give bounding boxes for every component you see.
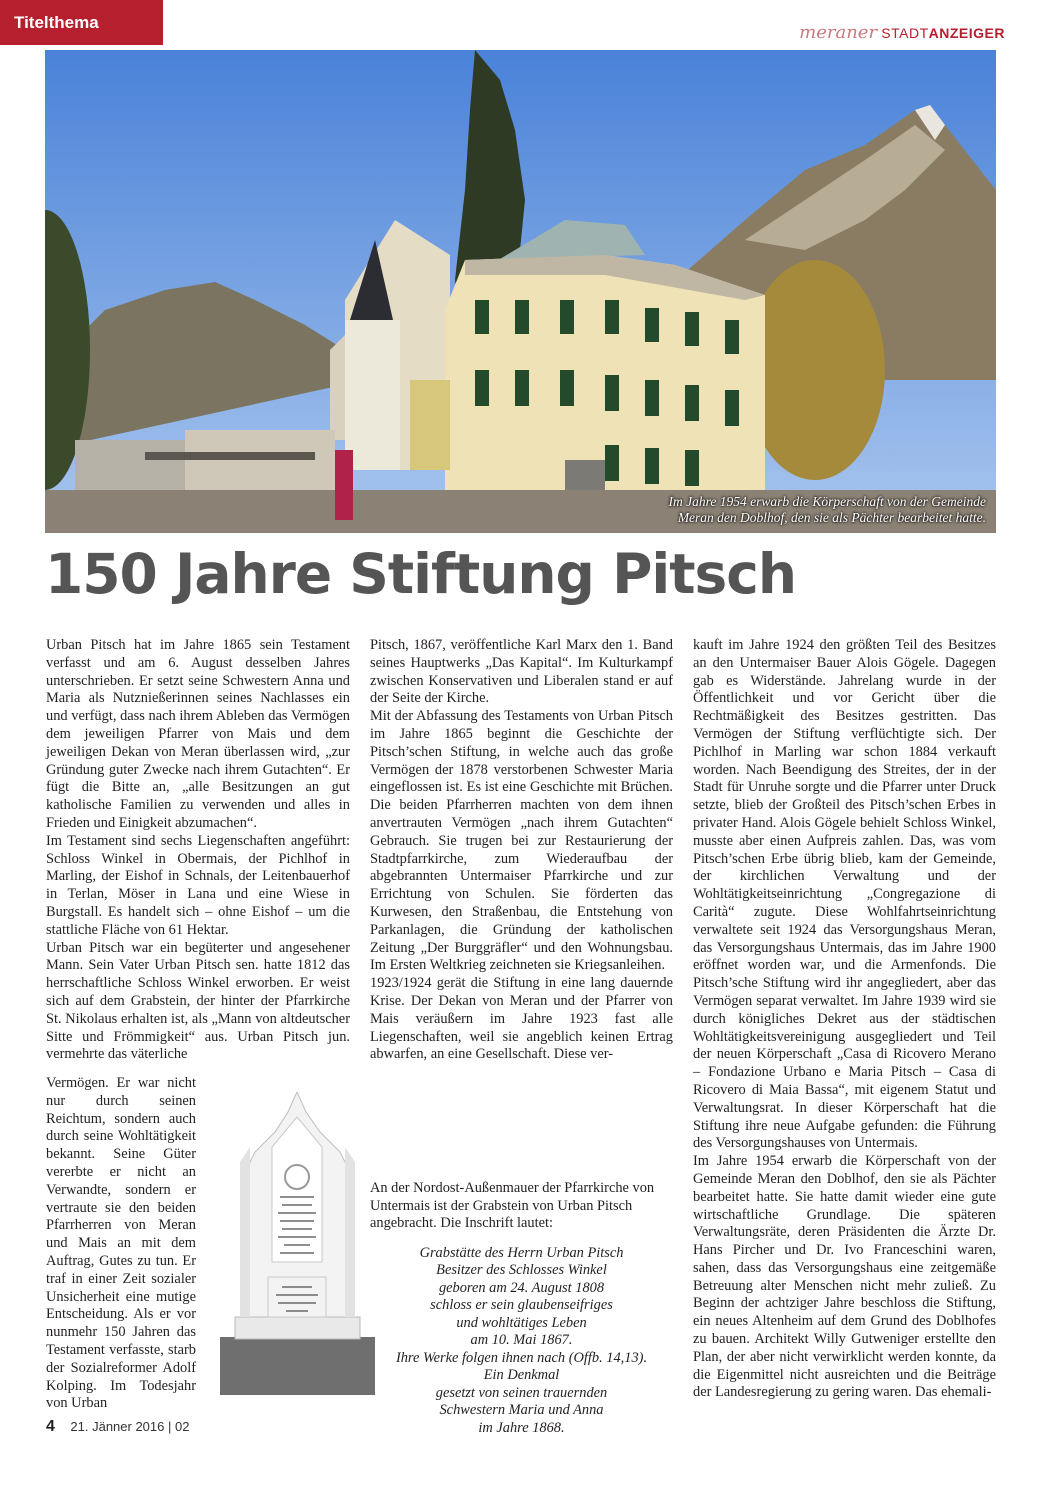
masthead-logo [799,22,1005,43]
col3-paragraph: Im Jahre 1954 erwarb die Körperschaft von der Gemeinde Meran den Doblhof, den sie als Pächter bearbeitet hatte. Sie hatte damit wieder eine gute wirtschaftliche Grundlage. Die späteren Verwaltungsräte, deren Präsidenten die Ärzte Dr. Hans Pircher und Dr. Ivo Franceschini waren, sahen, dass das Versorgungshaus eine zeitgemäße Betreuung alter Menschen nicht mehr zuließ. Zu Beginn der achtziger Jahre beschloss die Stiftung, ein neues Altenheim auf dem Grund des Doblhofes zu bauen. Architekt Willy Gutweniger erstellte den Plan, der aber nicht verwirklicht werden konnte, da die Eigenmittel nicht ausreichten und die Beiträge der Landesregierung zu gering waren. Das ehemali- [693,1153,996,1401]
inscription-box [370,1180,673,1437]
photo-caption [669,494,986,526]
page-footer [46,1418,189,1436]
col3-paragraph: kauft im Jahre 1924 den größten Teil des Besitzes an den Untermaiser Bauer Alois Gögele. Dagegen gab es Widerstände. Jahrelang wurde in der Öffentlichkeit und vor Gericht über die Rechtmäßigkeit des Besitzes gestritten. Das Vermögen der Stiftung verflüchtigte sich. Der Pichlhof in Marling war schon 1884 verkauft worden. Nach Beendigung des Streites, der in der Stadt für Unruhe sorgte und die Pfarrer unter Druck setzte, blieb der Großteil des Pitsch’schen Erbes in privater Hand. Alois Gögele behielt Schloss Winkel, musste aber einen Aufpreis zahlen. Das, was vom Pitsch’schen Erbe übrig blieb, kam der Gemeinde, der kirchlichen Verwaltung und der Wohltätigkeitseinrichtung „Congregazione di Carità“ zugute. Diese Wohlfahrtseinrichtung verwaltete seit 1924 das Versorgungshaus Meran, das Versorgungshaus Untermais, das im Jahre 1900 eröffnet worden war, und die Armenfonds. Die Pitsch’sche Stiftung wird ihr angegliedert, aber das Vermögen separat verwaltet. Im Jahre 1939 wird sie durch königliches Dekret aus der städtischen Wohltätigkeitsvereinigung ausgegliedert und Teil der neuen Körperschaft „Casa di Ricovero Merano – Fondazione Urbano e Maria Pitsch – Casa di Ricovero di Maia Bassa“, mit eigenem Statut und Verwaltungsrat. In dieser Körperschaft hat die Stiftung ihre neue Aufgabe gefunden: die Führung des Versorgungshauses von Untermais. [693,637,996,1152]
photo-caption-line-1: Im Jahre 1954 erwarb die Körperschaft von der Gemeinde [668,494,986,509]
column-1 [46,637,350,1064]
col2-paragraph: Pitsch, 1867, veröffentliche Karl Marx den 1. Band seines Hauptwerks „Das Kapital“. Im Kulturkampf zwischen Konservativen und Liberalen stand er auf der Seite der Kirche. [370,637,673,707]
section-tab: Titelthema [0,0,163,45]
gravestone-illustration [210,1092,385,1395]
issue-date: 21. Jänner 2016 | 02 [70,1419,190,1434]
masthead-caps-a: STADT [881,25,929,41]
villa-photo-illustration [45,50,996,533]
masthead-caps-b: ANZEIGER [928,25,1005,41]
masthead-script: meraner [799,22,878,43]
inscription-intro: An der Nordost-Außenmauer der Pfarrkirche von Untermais ist der Grabstein von Urban Pitsch angebracht. Die Inschrift lautet: [370,1180,655,1231]
column-3 [693,637,996,1402]
column-1-narrow [46,1075,196,1413]
photo-caption-line-2: Meran den Doblhof, den sie als Pächter bearbeitet hatte. [677,510,986,525]
col1-narrow-paragraph: Vermögen. Er war nicht nur durch seinen Reichtum, sondern auch durch seine Wohltätigkeit bekannt. Seine Güter vererbte er nicht an Verwandte, sondern er vertraute sie den beiden Pfarrherren von Meran und Mais an mit dem Auftrag, Gutes zu tun. Er traf in einer Zeit sozialer Unsicherheit eine mutige Entscheidung. Als er vor nunmehr 150 Jahren das Testament verfasste, starb der Sozialreformer Adolf Kolping. Im Todesjahr von Urban [46,1075,196,1412]
col1-paragraph: Im Testament sind sechs Liegenschaften angeführt: Schloss Winkel in Obermais, der Pichlhof in Marling, der Eishof in Schnals, der Leitenbauerhof in Terlan, Möser in Lana und eine Wiese in Burgstall. Es handelt sich – ohne Eishof – um die stattliche Fläche von 61 Hektar. [46,832,350,938]
col1-paragraph: Urban Pitsch war ein begüterter und angesehener Mann. Sein Vater Urban Pitsch sen. hatte 1812 das herrschaftliche Schloss Winkel erworben. Er weist sich auf dem Grabstein, der hinter der Pfarrkirche St. Nikolaus erhalten ist, als „Mann von altdeutscher Sitte und Frömmigkeit“ aus. Urban Pitsch jun. vermehrte das väterliche [46,939,350,1063]
article-headline: 150 Jahre Stiftung Pitsch [45,542,797,606]
column-2 [370,637,673,1064]
col2-paragraph: Mit der Abfassung des Testaments von Urban Pitsch im Jahre 1865 beginnt die Geschichte der Pitsch’schen Stiftung, in welche auch das große Vermögen der 1878 verstorbenen Schwester Maria eingeflossen ist. Es ist eine Geschichte mit Brüchen. Die beiden Pfarrherren machten von dem ihnen anvertrauten Vermögen „nach ihrem Gutachten“ Gebrauch. Sie trugen bei zur Restaurierung der Stadtpfarrkirche, zum Wiederaufbau der abgebrannten Untermaiser Pfarrkirche und zur Errichtung von Schulen. Sie förderten das Kurwesen, den Straßenbau, die Entstehung von Parkanlagen, die Gründung der katholischen Zeitung „Der Burggräfler“ und den Wohnungsbau. Im Ersten Weltkrieg zeichneten sie Kriegsanleihen. [370,708,673,974]
inscription-text: Grabstätte des Herrn Urban Pitsch Besitzer des Schlosses Winkel geboren am 24. August 1808 schloss er sein glaubenseifriges und wohltätiges Leben am 10. Mai 1867. Ihre Werke folgen ihnen nach (Offb. 14,13). Ein Denkmal gesetzt von seinen trauernden Schwestern Maria und Anna im Jahre 1868. [395,1244,648,1436]
page-number: 4 [46,1418,55,1435]
col1-paragraph: Urban Pitsch hat im Jahre 1865 sein Testament verfasst und am 6. August desselben Jahres unterschrieben. Er setzt seine Schwestern Anna und Maria als Nutznießerinnen seines Nachlasses ein und verfügt, dass nach ihrem Ableben das Vermögen dem jeweiligen Pfarrer von Mais und dem jeweiligen Dekan von Meran überlassen wird, „zur Gründung guter Zwecke nach ihrem Gutachten“. Er fügt die Bitte an, „alle Besitzungen an gut katholische Familien zu verwenden und alles in Frieden und Einigkeit abzumachen“. [46,637,350,831]
gravestone-image [210,1092,385,1395]
col2-paragraph: 1923/1924 gerät die Stiftung in eine lang dauernde Krise. Der Dekan von Meran und der Pfarrer von Mais veräußern im Jahre 1923 fast alle Liegenschaften, weil sie angeblich keinen Ertrag abwarfen, an eine Gesellschaft. Diese ver- [370,975,673,1063]
lead-photo [45,50,996,533]
